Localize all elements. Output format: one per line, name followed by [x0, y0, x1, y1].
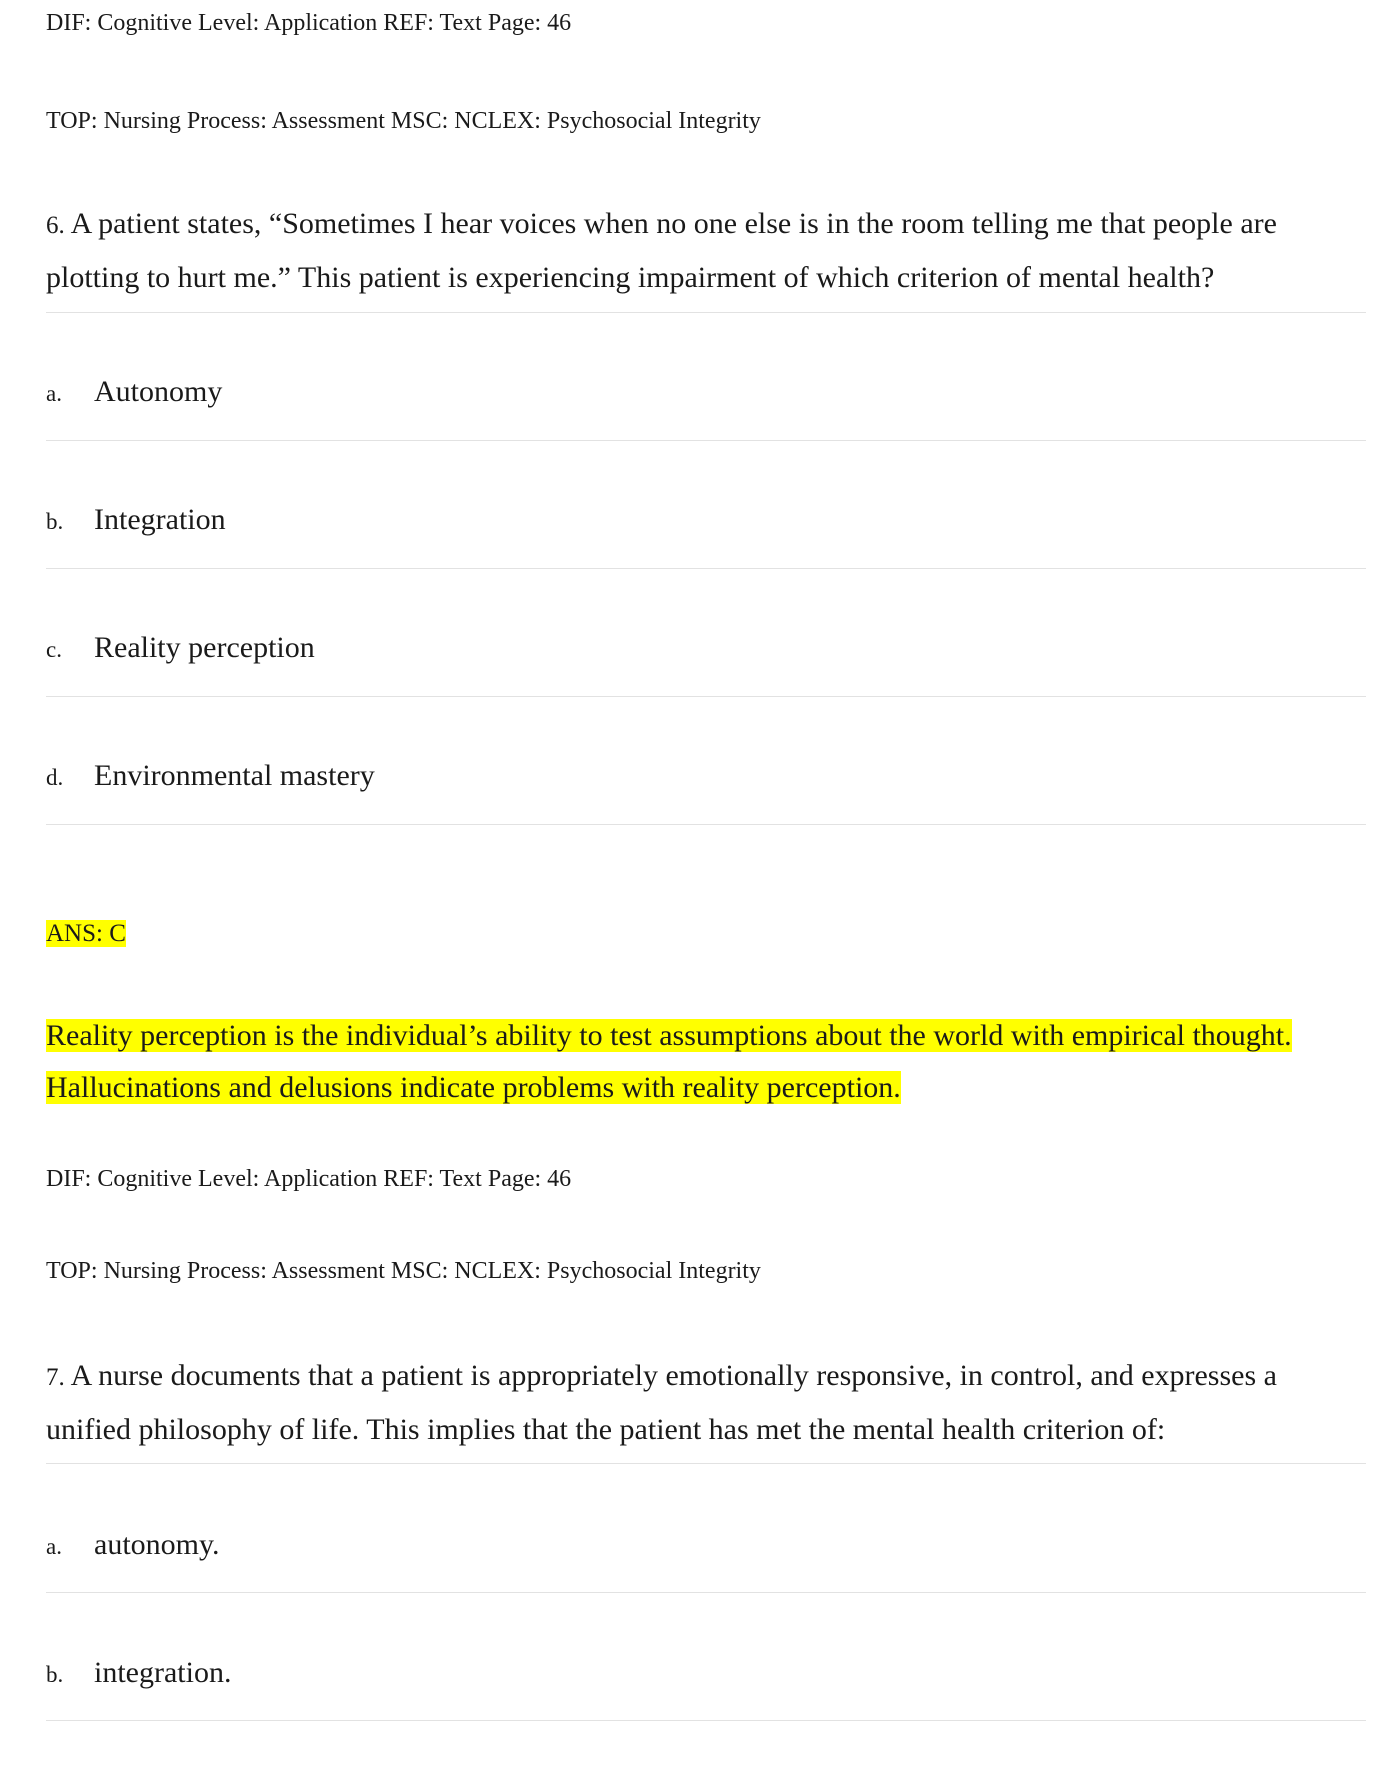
question-6-text: A patient states, “Sometimes I hear voices when no one else is in the room telling me that people are plotting to hurt me.” This patient is experiencing impairment of which criterion of mental health? [46, 207, 1277, 294]
divider [46, 696, 1366, 697]
option-letter: d. [46, 765, 64, 790]
divider [46, 1463, 1366, 1464]
q6-option-a[interactable] [46, 372, 222, 414]
answer-label [46, 918, 126, 950]
divider [46, 1592, 1366, 1593]
divider [46, 1720, 1366, 1721]
divider [46, 824, 1366, 825]
divider [46, 440, 1366, 441]
option-letter: a. [46, 1534, 62, 1559]
q6-option-d[interactable] [46, 756, 375, 798]
rationale-line-1: Reality perception is the individual’s ability to test assumptions about the world with empirical thought. [46, 1019, 1292, 1052]
option-letter: a. [46, 381, 62, 406]
option-text: Reality perception [94, 631, 315, 664]
q6-option-b[interactable] [46, 500, 226, 542]
divider [46, 568, 1366, 569]
q7-option-a[interactable] [46, 1525, 220, 1567]
question-7-number: 7. [46, 1364, 65, 1391]
dif-line-q6: DIF: Cognitive Level: Application REF: Text Page: 46 [46, 1166, 572, 1192]
question-7 [46, 1350, 1366, 1456]
option-text: Integration [94, 503, 226, 536]
q6-option-c[interactable] [46, 628, 315, 670]
question-7-text: A nurse documents that a patient is appropriately emotionally responsive, in control, and expresses a unified philosophy of life. This implies that the patient has met the mental health criterion of: [46, 1359, 1277, 1446]
q7-option-b[interactable] [46, 1653, 231, 1695]
rationale-line-2: Hallucinations and delusions indicate problems with reality perception. [46, 1071, 901, 1104]
option-letter: b. [46, 1662, 64, 1687]
option-text: Environmental mastery [94, 759, 375, 792]
top-line-q6: TOP: Nursing Process: Assessment MSC: NCLEX: Psychosocial Integrity [46, 1258, 761, 1284]
question-6-number: 6. [46, 212, 65, 239]
rationale [46, 1010, 1386, 1114]
option-letter: b. [46, 509, 64, 534]
option-letter: c. [46, 637, 62, 662]
top-line-top: TOP: Nursing Process: Assessment MSC: NCLEX: Psychosocial Integrity [46, 108, 761, 134]
answer-highlight: ANS: C [46, 920, 126, 947]
dif-line-top: DIF: Cognitive Level: Application REF: Text Page: 46 [46, 10, 572, 36]
divider [46, 312, 1366, 313]
option-text: autonomy. [94, 1528, 220, 1561]
question-6 [46, 198, 1366, 304]
option-text: integration. [94, 1656, 232, 1689]
option-text: Autonomy [94, 375, 223, 408]
